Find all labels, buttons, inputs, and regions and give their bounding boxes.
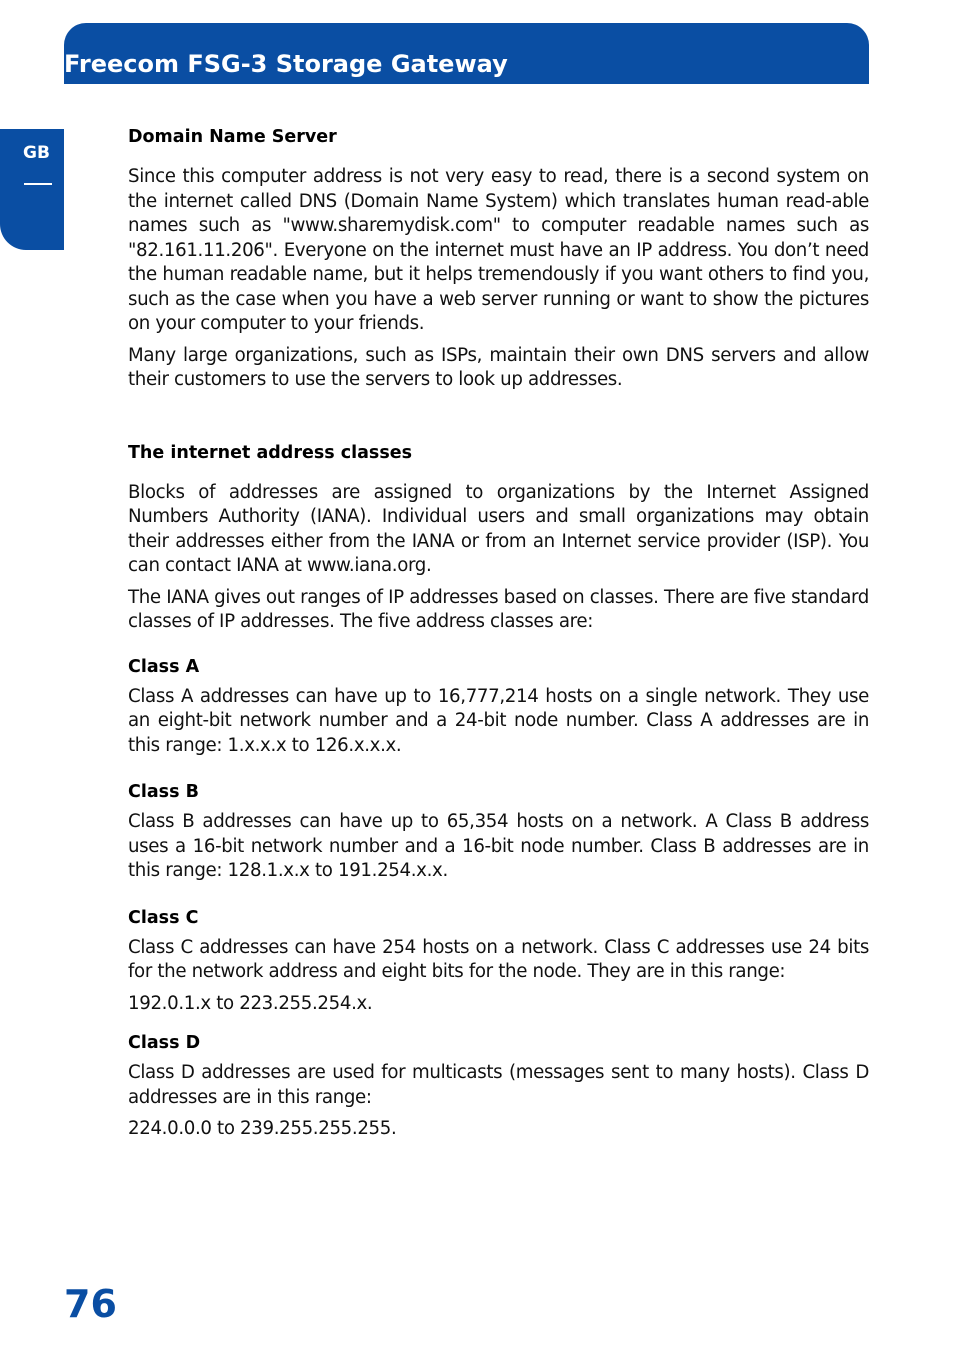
main-content [128, 124, 869, 1142]
section-heading-class-c: Class C [128, 907, 199, 928]
section-heading-class-d: Class D [128, 1033, 201, 1053]
class-c-range: 192.0.1.x to 223.255.254.x. [128, 992, 373, 1014]
page-header-title: Freecom FSG-3 Storage Gateway [64, 50, 508, 78]
page-number: 76 [64, 1282, 117, 1326]
section-heading-class-a: Class A [128, 656, 200, 677]
classes-paragraph-2: The IANA gives out ranges of IP addresses based on classes. There are five standard classes of IP addresses. The five address classes are: [128, 586, 869, 632]
class-d-range: 224.0.0.0 to 239.255.255.255. [128, 1118, 397, 1139]
section-heading-address-classes: The internet address classes [128, 442, 413, 463]
dns-paragraph-1: Since this computer address is not very easy to read, there is a second system on the internet called DNS (Domain Name System) which translates human read-able names such as "www.sharemydisk.com" to computer readable names such as "82.161.11.206". Everyone on the internet must have an IP address. You don’t need the human readable name, but it helps tremendously if you want others to find you, such as the case when you have a web server running or want to show the pictures on your computer to your friends. [128, 166, 869, 334]
class-b-paragraph: Class B addresses can have up to 65,354 hosts on a network. A Class B address uses a 16-bit network number and a 16-bit node number. Class B addresses are in this range: 128.1.x.x to 191.254.x.x. [128, 811, 869, 881]
class-c-paragraph-1: Class C addresses can have 254 hosts on a network. Class C addresses use 24 bits for the network address and eight bits for the node. They are in this range: [128, 936, 869, 982]
classes-paragraph-1: Blocks of addresses are assigned to organizations by the Internet Assigned Numbers Authority (IANA). Individual users and small organizations may obtain their addresses either from the IANA or from an Internet service provider (ISP). You can contact IANA at www.iana.org. [128, 481, 869, 576]
language-underline [24, 183, 52, 185]
dns-paragraph-2: Many large organizations, such as ISPs, maintain their own DNS servers and allow their customers to use the servers to look up addresses. [128, 344, 869, 390]
section-heading-dns: Domain Name Server [128, 127, 337, 147]
class-d-paragraph-1: Class D addresses are used for multicasts (messages sent to many hosts). Class D addresses are in this range: [128, 1062, 869, 1108]
language-label: GB [23, 143, 50, 163]
section-heading-class-b: Class B [128, 782, 199, 802]
class-a-paragraph: Class A addresses can have up to 16,777,214 hosts on a single network. They use an eight-bit network number and a 24-bit node number. Class A addresses are in this range: 1.x.x.x to 126.x.x.x. [128, 685, 869, 756]
